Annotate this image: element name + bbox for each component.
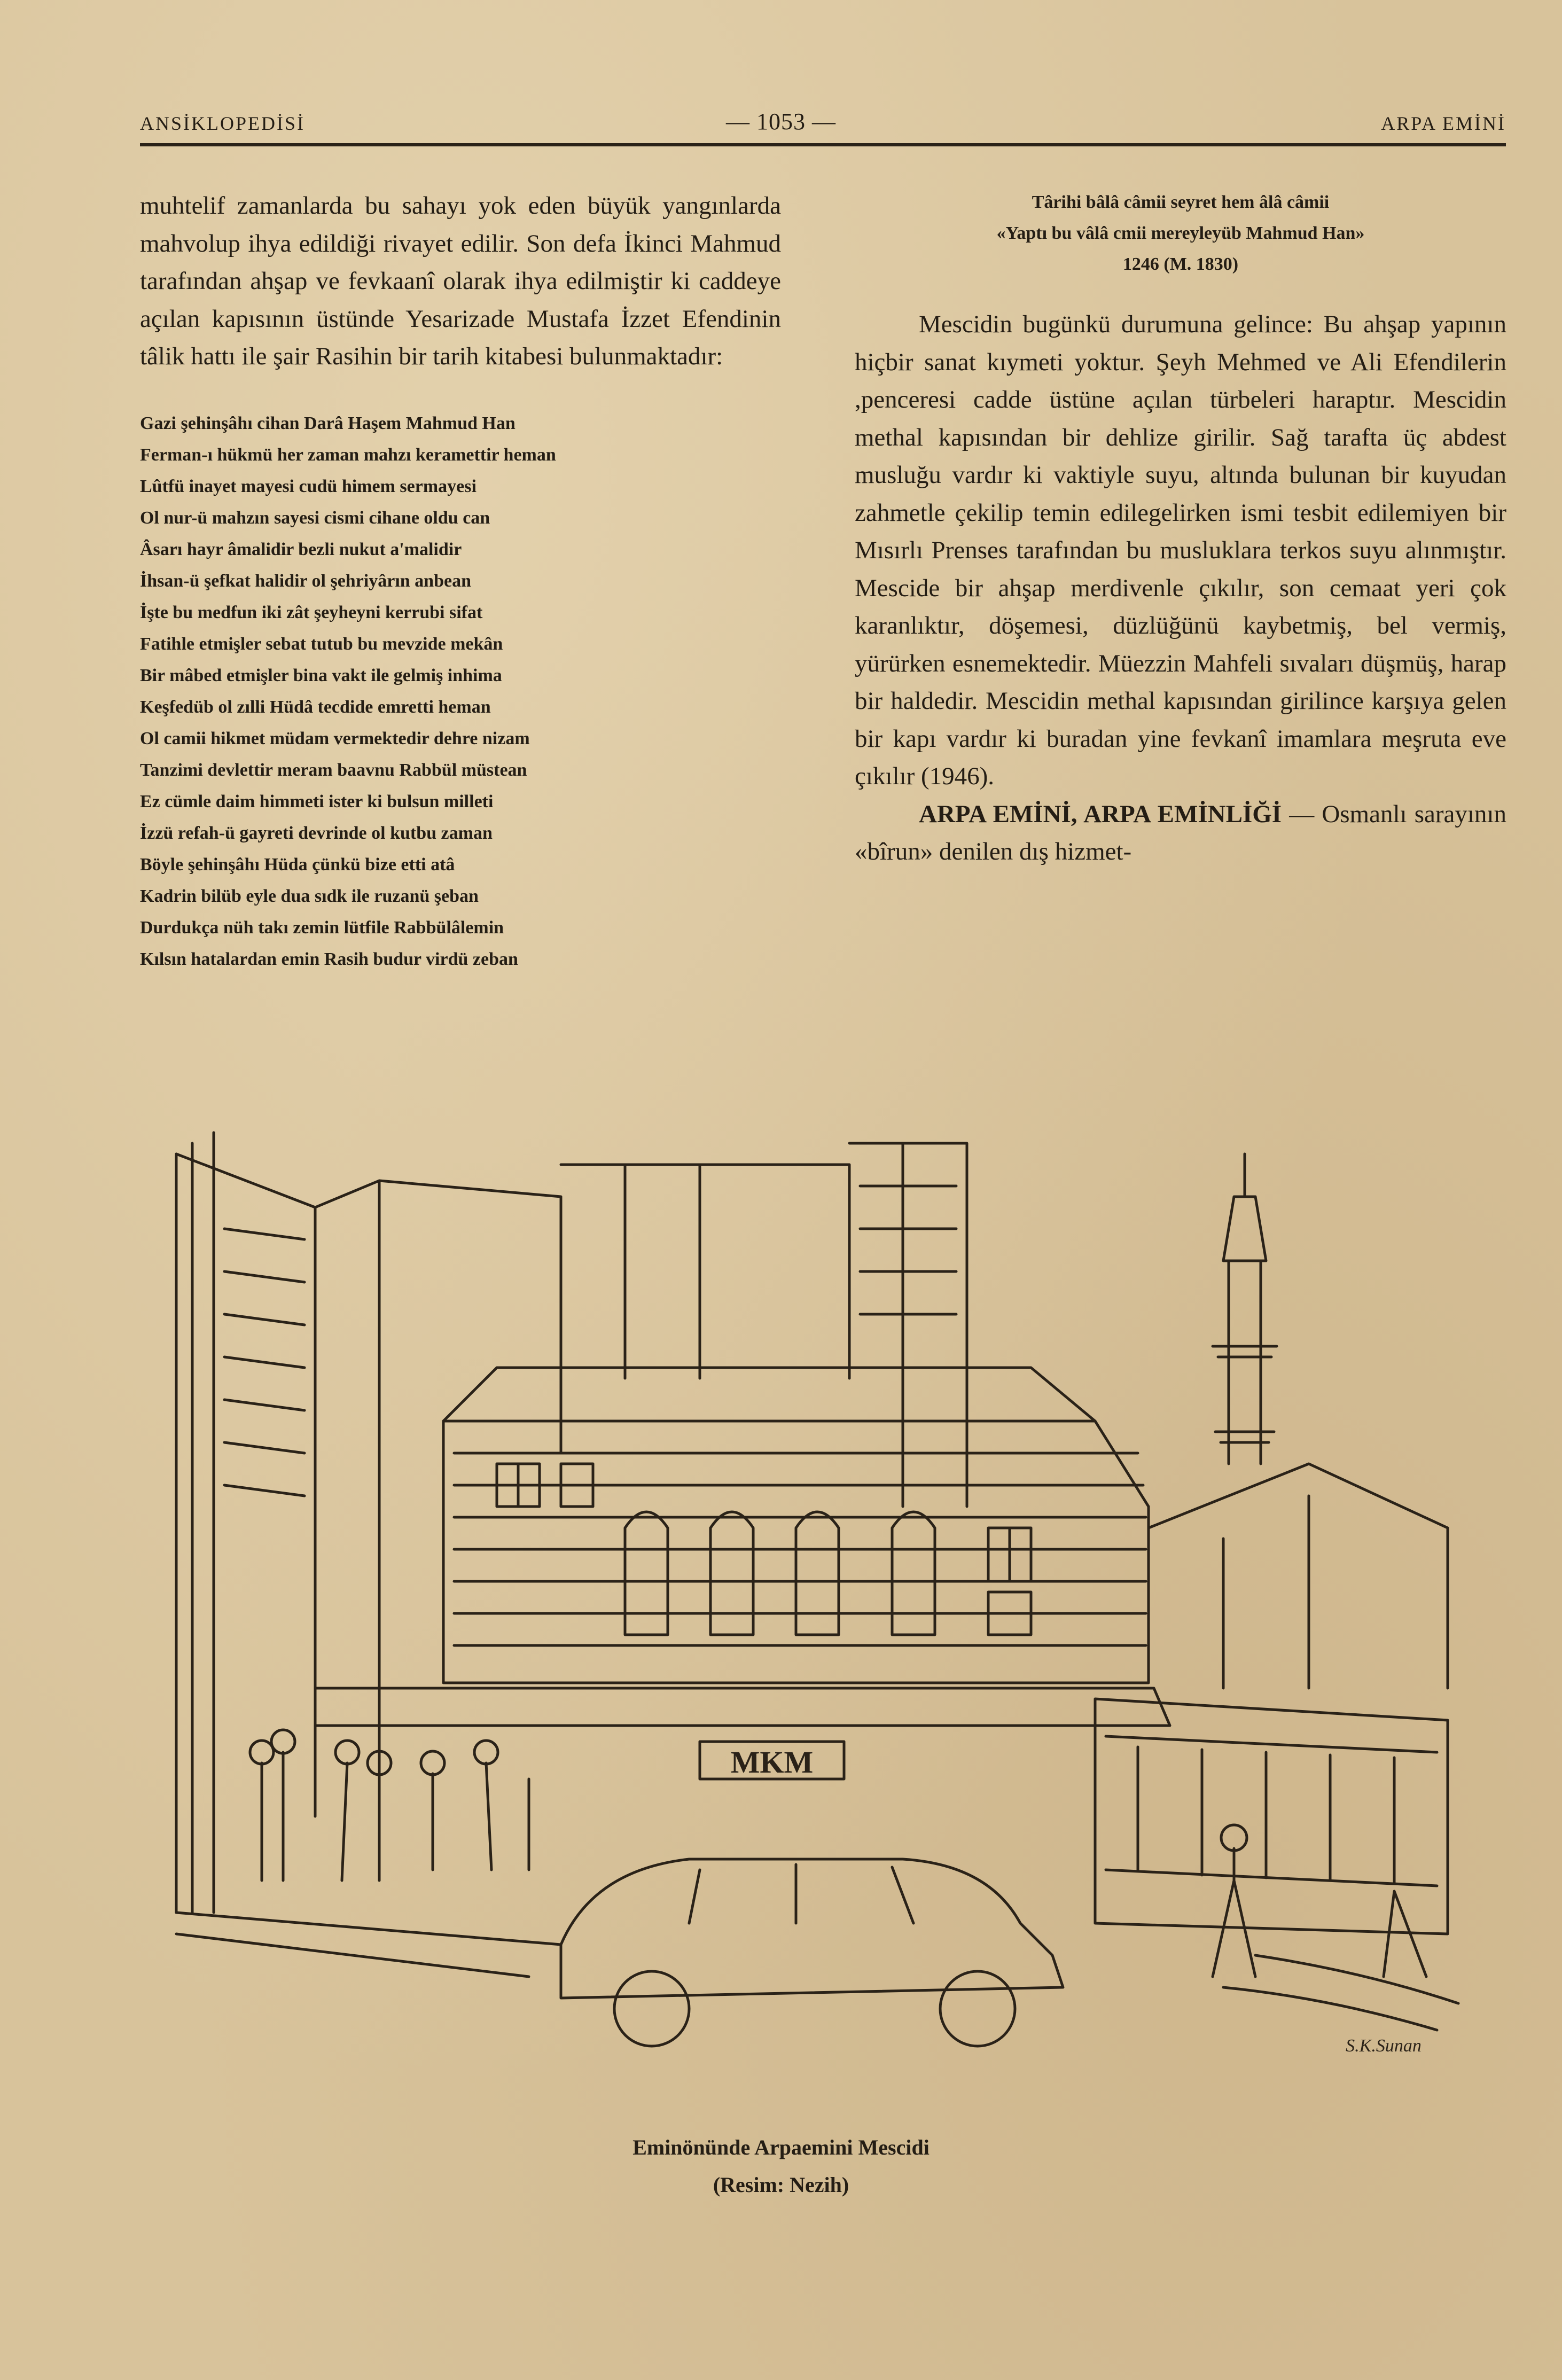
running-header-right: ARPA EMİNİ: [1381, 113, 1506, 134]
artist-signature: S.K.Sunan: [1346, 2036, 1422, 2056]
entry-title: ARPA EMİNİ, ARPA EMİNLİĞİ: [919, 800, 1282, 828]
next-entry: [855, 795, 1506, 871]
poem-line: Fatihle etmişler sebat tutub bu mevzide mekân: [140, 634, 503, 654]
page-number: — 1053 —: [726, 108, 836, 135]
poem-line: Bir mâbed etmişler bina vakt ile gelmiş inhima: [140, 665, 502, 685]
inscription-line: Târihi bâlâ câmii seyret hem âlâ câmii: [1032, 192, 1330, 212]
poem-line: Böyle şehinşâhı Hüda çünkü bize etti atâ: [140, 854, 455, 875]
figure-caption: [0, 2129, 1562, 2204]
caption-credit: (Resim: Nezih): [713, 2173, 849, 2197]
poem-line: Âsarı hayr âmalidir bezli nukut a'malidir: [140, 539, 462, 559]
inscription-line: «Yaptı bu vâlâ cmii mereyleyüb Mahmud Han»: [996, 223, 1365, 243]
right-paragraph: Mescidin bugünkü durumuna gelince: Bu ahşap yapının hiçbir sanat kıymeti yoktur. Şeyh Mehmed ve Ali Efendilerin ,penceresi cadde üstüne açılan türbeleri haraptır. Mescidin methal kapısından bir dehlize girilir. Sağ tarafta üç abdest musluğu vardır ki vaktiyle suyu, altında bulunan bir kuyudan zahmetle çekilip temin edilegelirken ismi tesbit edilemiyen bir Mısırlı Prenses tarafından bu musluklara terkos suyu alınmıştır. Mescide bir ahşap merdivenle çıkılır, son cemaat yeri çok karanlıktır, döşemesi, düzlüğünü kaybetmiş, bel vermiş, yürürken esnemektedir. Müezzin Mahfeli sıvaları düşmüş, harap bir haldedir. Mescidin methal kapısından girilince karşıya gelen bir kapı vardır ki buradan yine fevkanî imamlara meşruta eve çıkılır (1946).: [855, 310, 1506, 790]
poem-line: İhsan-ü şefkat halidir ol şehriyârın anbean: [140, 571, 472, 591]
poem-line: Ol nur-ü mahzın sayesi cismi cihane oldu can: [140, 508, 490, 528]
left-column: [140, 187, 781, 975]
poem-line: İzzü refah-ü gayreti devrinde ol kutbu zaman: [140, 823, 493, 843]
tarih-poem: [140, 408, 781, 975]
poem-line: Durdukça nüh takı zemin lütfile Rabbülâlemin: [140, 917, 504, 938]
street-illustration: [155, 1122, 1469, 2084]
poem-line: Gazi şehinşâhı cihan Darâ Haşem Mahmud Han: [140, 413, 516, 433]
header-rule: [140, 143, 1506, 146]
left-paragraph: muhtelif zamanlarda bu sahayı yok eden büyük yangınlarda mahvolup ihya edildiği rivayet edilir. Son defa İkinci Mahmud tarafından ahşap ve fevkaanî olarak ihya edilmiştir ki caddeye açılan kapısının üstünde Yesarizade Mustafa İzzet Efendinin tâlik hattı ile şair Rasihin bir tarih kitabesi bulunmaktadır:: [140, 192, 781, 370]
poem-line: Ol camii hikmet müdam vermektedir dehre nizam: [140, 728, 530, 748]
inscription-date: 1246 (M. 1830): [1122, 254, 1239, 274]
poem-line: Kadrin bilüb eyle dua sıdk ile ruzanü şeban: [140, 886, 479, 906]
caption-title: Eminönünde Arpaemini Mescidi: [632, 2135, 930, 2159]
inscription-block: [855, 187, 1506, 280]
shop-sign-text: MKM: [730, 1745, 814, 1780]
poem-line: Tanzimi devlettir meram baavnu Rabbül müstean: [140, 760, 527, 780]
poem-line: Keşfedüb ol zılli Hüdâ tecdide emretti heman: [140, 697, 491, 717]
poem-line: Ez cümle daim himmeti ister ki bulsun milleti: [140, 791, 494, 811]
poem-line: Ferman-ı hükmü her zaman mahzı keramettir heman: [140, 444, 556, 465]
right-column: [855, 187, 1506, 871]
entry-text: — Osmanlı sarayının «bîrun» denilen dış hizmet-: [855, 800, 1506, 865]
poem-line: Lûtfü inayet mayesi cudü himem sermayesi: [140, 476, 477, 496]
poem-line: İşte bu medfun iki zât şeyheyni kerrubi sifat: [140, 602, 483, 622]
running-header-left: ANSİKLOPEDİSİ: [140, 113, 305, 134]
poem-line: Kılsın hatalardan emin Rasih budur virdü zeban: [140, 949, 518, 969]
